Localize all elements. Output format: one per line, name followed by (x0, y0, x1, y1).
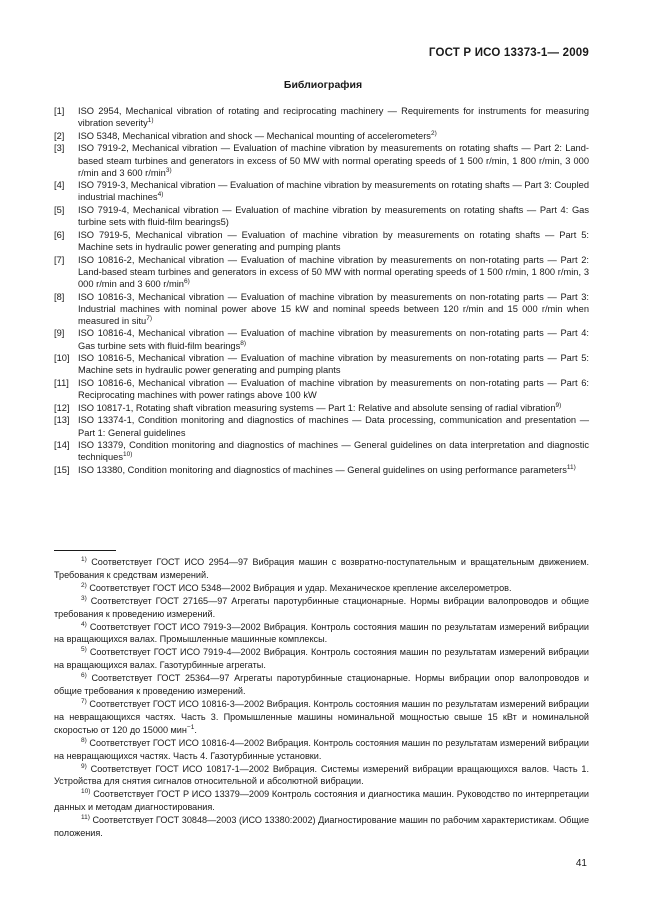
footnote (54, 698, 589, 737)
footnote-reference: 11) (566, 463, 576, 471)
entry-text (78, 464, 589, 476)
bibliography-title: Библиография (283, 79, 363, 91)
footnote-text: Соответствует ГОСТ ИСО 10817-1—2002 Вибрация. Системы измерений вибрации вращающихся валов. Часть 1. Устройства для снятия сигналов относительной и абсолютной вибрации. (54, 763, 589, 787)
entry-citation: ISO 5348, Mechanical vibration and shock — Mechanical mounting of accelerometers (78, 130, 431, 141)
footnote-reference: 7) (146, 314, 152, 322)
entry-citation: ISO 10816-5, Mechanical vibration — Evaluation of machine vibration by measurements on non-rotating parts — Part 5: Machine sets in hydraulic power generating and pumping plants (78, 353, 589, 376)
footnote-mark: 1) (81, 555, 87, 563)
footnote-text: Соответствует ГОСТ ИСО 7919-3—2002 Вибрация. Контроль состояния машин по результатам измерений вибрации на вращающихся валах. Промышленные машинные комплексы. (54, 621, 589, 645)
footnote-text: Соответствует ГОСТ ИСО 10816-3—2002 Вибрация. Контроль состояния машин по результатам измерений вибрации на невращающихся частях. Часть 3. Промышленные машины номинальной мощностью свыше 15 кВт и номинальной скоростью от 120 до 15000 мин (54, 698, 590, 735)
footnote-mark: 6) (81, 672, 87, 680)
entry-citation: ISO 13374-1, Condition monitoring and diagnostics of machines — Data processing, communication and presentation — Part 1: General guidelines (78, 415, 589, 438)
entry-number: [11] (54, 378, 69, 388)
entry-number: [1] (54, 106, 65, 116)
entry-citation: ISO 10816-6, Mechanical vibration — Evaluation of machine vibration by measurements on non-rotating parts — Part 6: Reciprocating machines with power ratings above 100 kW (78, 378, 589, 401)
footnote-mark: 5) (81, 646, 87, 654)
entry-text (78, 439, 589, 463)
footnote-reference: 3) (165, 166, 172, 174)
bibliography-entry (54, 352, 589, 376)
entry-citation: ISO 10816-4, Mechanical vibration — Evaluation of machine vibration by measurements on non-rotating parts — Part 4: Gas turbine sets with fluid-film bearings (78, 328, 589, 351)
page-number: 41 (575, 858, 587, 869)
entry-citation: ISO 7919-4, Mechanical vibration — Evaluation of machine vibration by measurements on rotating shafts — Part 4: Gas turbine sets with fluid-film bearings5) (78, 205, 589, 228)
footnote (54, 556, 589, 582)
entry-number: [5] (54, 205, 65, 216)
entry-text (78, 179, 589, 203)
bibliography-entry (54, 464, 589, 476)
entry-citation: ISO 13379, Condition monitoring and diagnostics of machines — General guidelines on data interpretation and diagnostic techniques (78, 440, 589, 463)
footnote-mark: 8) (81, 736, 87, 744)
footnote-text: Соответствует ГОСТ ИСО 5348—2002 Вибрация и удар. Механическое крепление акселерометров. (89, 582, 512, 593)
footnote-tail: . (194, 724, 197, 735)
entry-number: [10] (54, 353, 70, 364)
footnote-text: Соответствует ГОСТ Р ИСО 13379—2009 Контроль состояния и диагностика машин. Руководство по интерпретации данных и методам диагностирования. (54, 789, 589, 813)
footnote (54, 646, 589, 672)
entry-number: [14] (54, 440, 70, 451)
entry-text (78, 130, 589, 142)
footnote-reference: 9) (555, 401, 562, 409)
entry-number: [13] (54, 415, 70, 426)
entry-text (78, 402, 589, 414)
footnote (54, 737, 589, 763)
bibliography-entry (54, 105, 589, 129)
footnote-text: Соответствует ГОСТ ИСО 10816-4—2002 Вибрация. Контроль состояния машин по результатам измерений вибрации на невращающихся частях. Часть 4. Газотурбинные установки. (54, 737, 590, 761)
entry-number: [7] (54, 254, 65, 265)
footnote-text: Соответствует ГОСТ 27165—97 Агрегаты паротурбинные стационарные. Нормы вибрации валопроводов и общие требования к проведению измерений. (54, 595, 590, 619)
footnote (54, 814, 589, 840)
entry-number: [12] (54, 402, 70, 413)
entry-text (78, 377, 589, 401)
footnote-text: Соответствует ГОСТ 25364—97 Агрегаты паротурбинные стационарные. Нормы вибрации опор валопроводов и общие требования к проведению измерений. (54, 673, 589, 697)
entry-citation: ISO 7919-3, Mechanical vibration — Evaluation of machine vibration by measurements on rotating shafts — Part 3: Coupled industrial machines (78, 180, 589, 203)
footnote-reference: 8) (240, 339, 247, 347)
footnote (54, 672, 589, 698)
bibliography-entry (54, 254, 589, 290)
footnote-mark: 4) (81, 620, 87, 628)
footnote-reference: 10) (122, 451, 133, 459)
bibliography-entry (54, 402, 589, 414)
bibliography-entry (54, 291, 589, 327)
entry-number: [15] (54, 465, 70, 476)
entry-number: [9] (54, 328, 65, 339)
bibliography-entry (54, 179, 589, 203)
entry-citation: ISO 7919-2, Mechanical vibration — Evaluation of machine vibration by measurements on rotating shafts — Part 2: Land-based steam turbines and generators in excess of 50 MW with normal operating speeds of 1 500 r/min, 1 800 r/min, 3 000 r/min and 3 600 r/min (78, 143, 589, 178)
footnote-reference: 2) (430, 129, 437, 137)
entry-citation: ISO 10816-2, Mechanical vibration — Evaluation of machine vibration by measurements on non-rotating parts — Part 2: Land-based steam turbines and generators in excess of 50 MW with normal operating speeds of 1 500 r/min, 1 800 r/min, 3 000 r/min and 3 600 r/min (78, 254, 589, 289)
footnote-mark: 9) (81, 762, 87, 770)
footnote-mark: 7) (81, 697, 87, 705)
entry-text (78, 327, 589, 351)
entry-citation: ISO 10816-3, Mechanical vibration — Evaluation of machine vibration by measurements on non-rotating parts — Part 3: Industrial machines with nominal power above 15 kW and nominal speeds between 120 r/min and 15 000 r/min when measured in situ (78, 291, 589, 326)
entry-text (78, 204, 589, 228)
bibliography-entry (54, 327, 589, 351)
entry-text (78, 291, 589, 327)
entry-number: [3] (54, 143, 65, 154)
entry-citation: ISO 13380, Condition monitoring and diagnostics of machines — General guidelines on using performance parameters (78, 465, 567, 476)
footnote-mark: 2) (81, 581, 87, 589)
entry-number: [6] (54, 229, 65, 240)
footnote-mark: 10) (81, 788, 91, 796)
bibliography-entry (54, 204, 589, 228)
footnote-separator (54, 550, 116, 551)
footnote-text: Соответствует ГОСТ ИСО 2954—97 Вибрация машин с возвратно-поступательным и вращательным движением. Требования к средствам измерений. (54, 557, 590, 580)
entry-text (78, 254, 589, 290)
entry-citation: ISO 2954, Mechanical vibration of rotating and reciprocating machinery — Requirements for instruments for measuring vibration severity (78, 106, 589, 129)
footnote-reference: 4) (157, 191, 164, 199)
bibliography-entry (54, 439, 589, 463)
footnote (54, 582, 589, 595)
bibliography-entry (54, 130, 589, 142)
footnote (54, 763, 589, 789)
entry-number: [8] (54, 291, 65, 302)
bibliography-list (54, 105, 589, 477)
entry-text (78, 105, 589, 129)
document-code-header: ГОСТ Р ИСО 13373-1— 2009 (428, 47, 589, 59)
footnote-reference: 6) (183, 277, 190, 285)
footnote (54, 595, 589, 621)
bibliography-entry (54, 142, 589, 178)
footnote (54, 788, 589, 814)
footnote-mark: 11) (81, 814, 90, 822)
bibliography-entry (54, 414, 589, 438)
footnotes-list (54, 556, 589, 840)
entry-text (78, 142, 589, 178)
entry-number: [2] (54, 130, 65, 141)
footnote-superscript: −1 (186, 723, 195, 731)
entry-text (78, 229, 589, 253)
bibliography-entry (54, 229, 589, 253)
entry-text (78, 414, 589, 438)
entry-citation: ISO 7919-5, Mechanical vibration — Evaluation of machine vibration by measurements on rotating shafts — Part 5: Machine sets in hydraulic power generating and pumping plants (78, 229, 589, 252)
footnote (54, 621, 589, 647)
footnote-text: Соответствует ГОСТ ИСО 7919-4—2002 Вибрация. Контроль состояния машин по результатам измерений вибрации на вращающихся валах. Газотурбинные агрегаты. (54, 647, 589, 671)
footnote-mark: 3) (81, 594, 87, 602)
bibliography-entry (54, 377, 589, 401)
entry-text (78, 352, 589, 376)
footnote-text: Соответствует ГОСТ 30848—2003 (ИСО 13380:2002) Диагностирование машин по рабочим характеристикам. Общие положения. (54, 815, 590, 839)
entry-citation: ISO 10817-1, Rotating shaft vibration measuring systems — Part 1: Relative and absolute sensing of radial vibration (78, 402, 556, 413)
footnote-reference: 1) (147, 117, 154, 124)
entry-number: [4] (54, 180, 65, 191)
